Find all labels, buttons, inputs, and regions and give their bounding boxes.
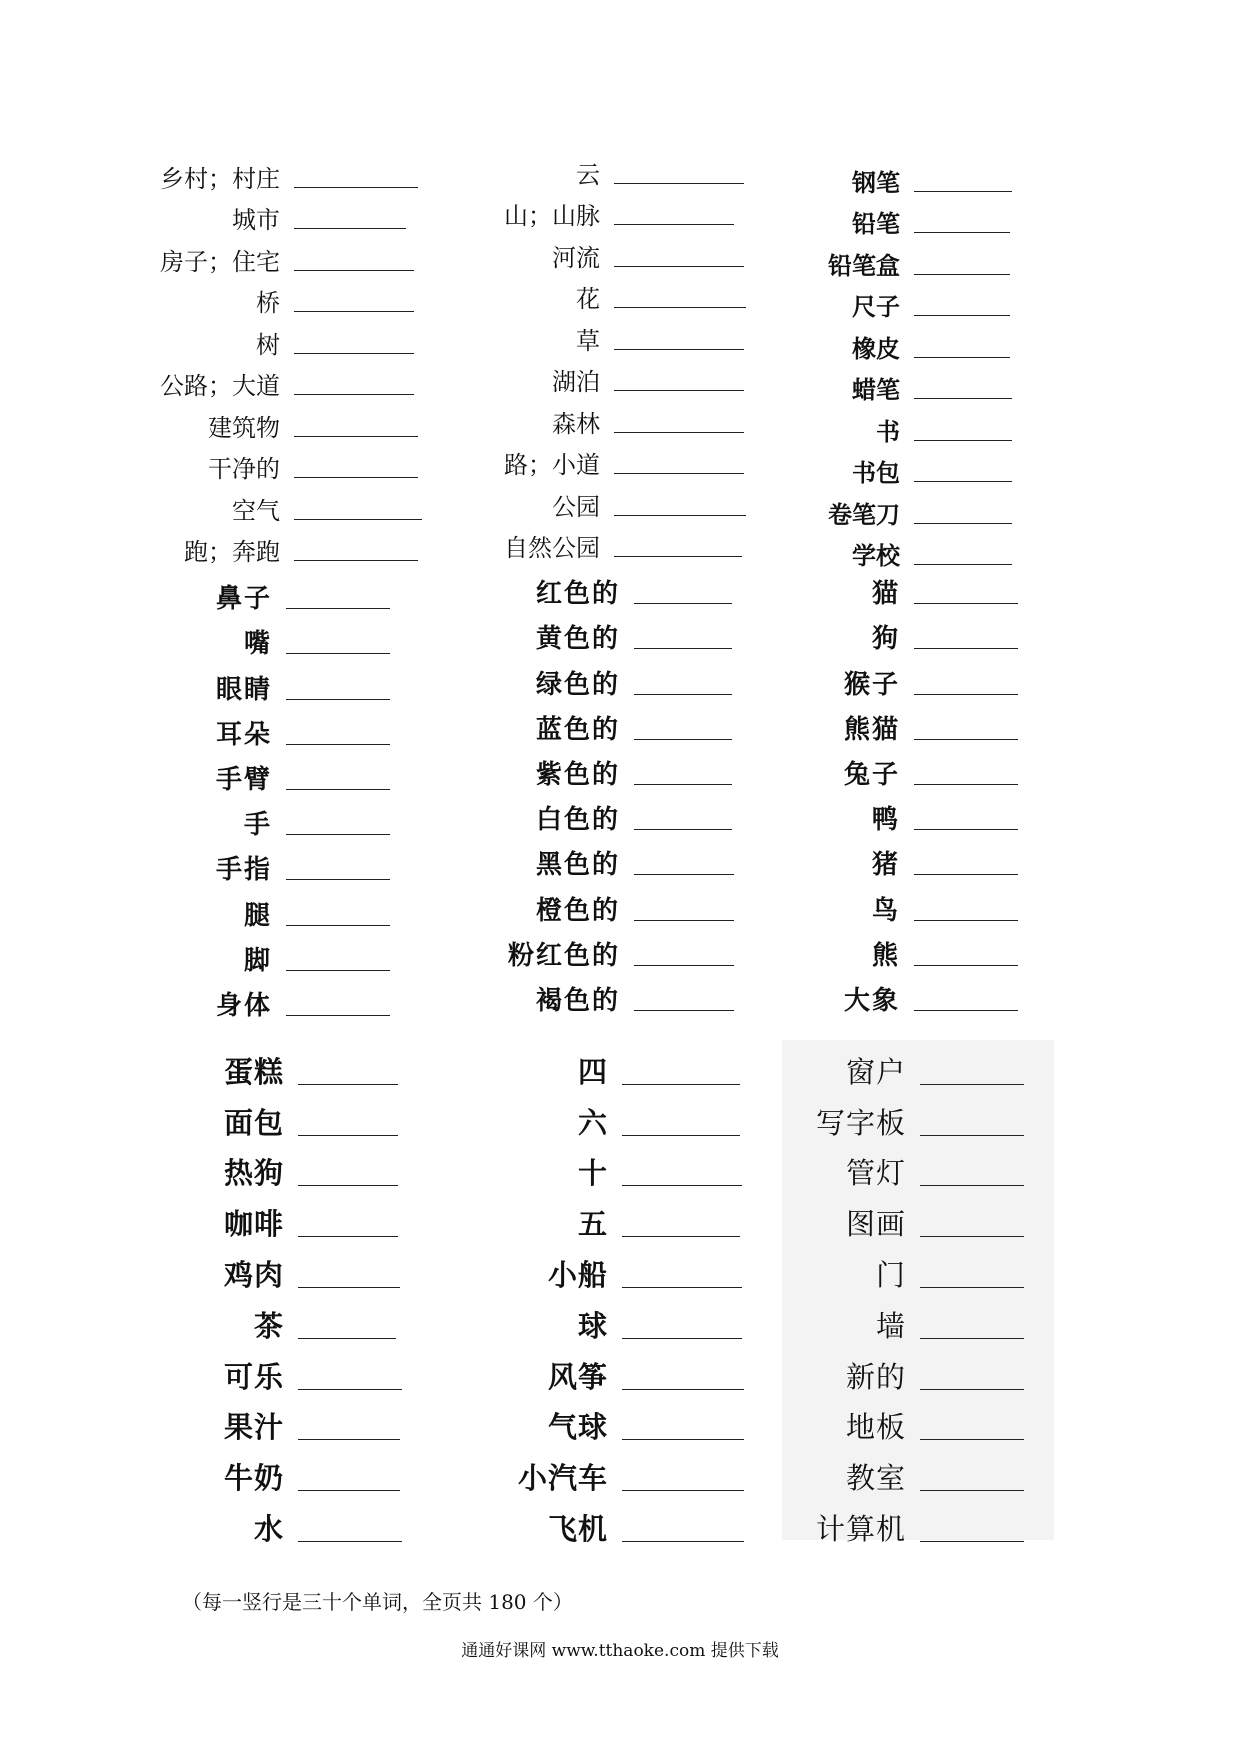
word-label: 黄色的 [535, 624, 620, 655]
list-item [790, 156, 1012, 198]
answer-blank[interactable] [634, 1009, 734, 1011]
list-item [180, 1497, 402, 1548]
list-item [150, 796, 390, 841]
list-item [130, 235, 422, 277]
answer-blank[interactable] [286, 788, 390, 790]
word-label: 跑；奔跑 [184, 538, 280, 566]
word-label: 书包 [852, 458, 900, 487]
list-item [470, 1294, 744, 1345]
list-item [790, 364, 1012, 406]
answer-blank[interactable] [914, 873, 1018, 875]
answer-blank[interactable] [286, 1014, 390, 1016]
word-label: 五 [577, 1207, 608, 1242]
word-label: 鸟 [871, 895, 900, 926]
list-item [790, 791, 1018, 836]
answer-blank[interactable] [298, 1083, 398, 1085]
word-label: 可乐 [223, 1359, 284, 1394]
answer-blank[interactable] [614, 389, 744, 391]
word-label: 城市 [232, 206, 280, 234]
list-item [180, 1345, 402, 1396]
word-label: 鸡肉 [223, 1257, 284, 1292]
list-item [470, 273, 746, 315]
list-item [180, 1091, 402, 1142]
list-item [790, 322, 1012, 364]
answer-blank[interactable] [286, 969, 390, 971]
answer-blank[interactable] [920, 1235, 1024, 1237]
answer-blank[interactable] [298, 1337, 396, 1339]
list-item [180, 1396, 402, 1447]
answer-blank[interactable] [294, 227, 406, 229]
list-item [130, 152, 422, 194]
word-label: 草 [576, 326, 600, 355]
answer-blank[interactable] [614, 514, 746, 516]
answer-blank[interactable] [622, 1134, 740, 1136]
list-item [470, 231, 746, 273]
answer-blank[interactable] [914, 602, 1018, 604]
word-label: 六 [577, 1105, 608, 1140]
list-item [470, 480, 746, 522]
word-label: 飞机 [547, 1511, 608, 1546]
list-item [180, 1142, 402, 1193]
list-item [470, 610, 734, 655]
answer-blank[interactable] [614, 431, 744, 433]
answer-blank[interactable] [622, 1388, 744, 1390]
list-item [470, 746, 734, 791]
list-item [790, 1192, 1024, 1243]
list-item [470, 148, 746, 190]
word-label: 水 [253, 1511, 284, 1546]
answer-blank[interactable] [634, 828, 732, 830]
word-label: 果汁 [223, 1410, 284, 1445]
list-item [130, 277, 422, 319]
word-label: 手 [243, 810, 272, 841]
section2-col1 [150, 570, 390, 1022]
answer-blank[interactable] [622, 1184, 742, 1186]
answer-blank[interactable] [294, 518, 422, 520]
answer-blank[interactable] [294, 559, 418, 561]
word-label: 墙 [875, 1308, 906, 1343]
word-label: 橙色的 [535, 895, 620, 926]
list-item [470, 439, 746, 481]
answer-blank[interactable] [286, 833, 390, 835]
answer-blank[interactable] [920, 1540, 1024, 1542]
list-item [130, 401, 422, 443]
word-label: 尺子 [852, 292, 900, 321]
list-item [130, 360, 422, 402]
list-item [470, 1446, 744, 1497]
list-item [180, 1243, 402, 1294]
answer-blank[interactable] [914, 231, 1010, 233]
answer-blank[interactable] [614, 182, 744, 184]
list-item [470, 881, 734, 926]
list-item [470, 927, 734, 972]
word-label: 猴子 [843, 669, 900, 700]
word-label: 公路；大道 [160, 372, 280, 400]
word-label: 路；小道 [504, 451, 600, 479]
answer-blank[interactable] [914, 522, 1012, 524]
list-item [470, 522, 746, 564]
word-label: 球 [577, 1308, 608, 1343]
list-item [470, 565, 734, 610]
word-label: 森林 [552, 409, 600, 438]
answer-blank[interactable] [920, 1134, 1024, 1136]
word-label: 建筑物 [208, 413, 280, 442]
list-item [470, 1040, 744, 1091]
answer-blank[interactable] [920, 1184, 1024, 1186]
list-item [150, 706, 390, 751]
answer-blank[interactable] [622, 1286, 742, 1288]
section1-col1 [130, 152, 422, 567]
answer-blank[interactable] [914, 964, 1018, 966]
answer-blank[interactable] [298, 1235, 398, 1237]
answer-blank[interactable] [614, 306, 746, 308]
answer-blank[interactable] [298, 1540, 402, 1542]
list-item [130, 484, 422, 526]
list-item [180, 1192, 402, 1243]
answer-blank[interactable] [634, 964, 734, 966]
answer-blank[interactable] [914, 480, 1012, 482]
list-item [150, 841, 390, 886]
answer-blank[interactable] [914, 314, 1010, 316]
answer-blank[interactable] [298, 1184, 398, 1186]
list-item [150, 977, 390, 1022]
word-label: 钢笔 [852, 167, 900, 197]
answer-blank[interactable] [286, 878, 390, 880]
list-item [790, 972, 1018, 1017]
section2-col2 [470, 565, 734, 1017]
word-label: 乡村；村庄 [160, 164, 280, 193]
word-label: 花 [576, 285, 600, 313]
list-item [150, 570, 390, 615]
answer-blank[interactable] [286, 743, 390, 745]
list-item [790, 655, 1018, 700]
word-label: 手指 [215, 855, 272, 886]
answer-blank[interactable] [298, 1489, 400, 1491]
answer-blank[interactable] [286, 607, 390, 609]
answer-blank[interactable] [920, 1388, 1024, 1390]
answer-blank[interactable] [622, 1337, 742, 1339]
word-label: 身体 [215, 990, 272, 1021]
answer-blank[interactable] [622, 1083, 740, 1085]
word-label: 十 [577, 1156, 608, 1191]
list-item [790, 281, 1012, 323]
answer-blank[interactable] [298, 1286, 400, 1288]
answer-blank[interactable] [294, 310, 414, 312]
list-item [790, 836, 1018, 881]
list-item [470, 655, 734, 700]
list-item [790, 610, 1018, 655]
list-item [790, 198, 1012, 240]
word-label: 猪 [871, 850, 900, 881]
answer-blank[interactable] [920, 1083, 1024, 1085]
word-label: 鼻子 [215, 584, 272, 615]
list-item [790, 565, 1018, 610]
list-item [470, 1142, 744, 1193]
answer-blank[interactable] [614, 555, 742, 557]
word-label: 眼睛 [215, 674, 272, 705]
section1-col3 [790, 156, 1012, 571]
word-label: 图画 [845, 1207, 906, 1242]
word-label: 新的 [845, 1359, 906, 1394]
section2-col3 [790, 565, 1018, 1017]
list-item [790, 1091, 1024, 1142]
list-item [470, 314, 746, 356]
word-label: 脚 [243, 945, 272, 976]
word-label: 铅笔盒 [828, 250, 900, 280]
answer-blank[interactable] [914, 273, 1010, 275]
list-item [790, 239, 1012, 281]
answer-blank[interactable] [914, 190, 1012, 192]
list-item [150, 660, 390, 705]
list-item [790, 447, 1012, 489]
answer-blank[interactable] [914, 738, 1018, 740]
word-label: 风筝 [547, 1359, 608, 1394]
word-label: 橡皮 [852, 333, 900, 363]
word-label: 猫 [871, 579, 900, 610]
word-label: 河流 [552, 243, 600, 272]
word-label: 兔子 [843, 759, 900, 790]
list-item [470, 1497, 744, 1548]
word-label: 干净的 [208, 455, 280, 483]
list-item [150, 615, 390, 660]
word-label: 写字板 [815, 1105, 906, 1140]
list-item [470, 1243, 744, 1294]
answer-blank[interactable] [634, 647, 732, 649]
answer-blank[interactable] [914, 783, 1018, 785]
word-label: 咖啡 [223, 1207, 284, 1242]
word-label: 热狗 [223, 1156, 284, 1191]
list-item [130, 194, 422, 236]
section3-col3 [790, 1040, 1024, 1548]
word-label: 牛奶 [223, 1461, 284, 1496]
word-label: 计算机 [815, 1511, 906, 1546]
answer-blank[interactable] [920, 1489, 1024, 1491]
word-label: 自然公园 [504, 534, 600, 562]
answer-blank[interactable] [914, 1009, 1018, 1011]
answer-blank[interactable] [914, 919, 1018, 921]
list-item [180, 1294, 402, 1345]
list-item [130, 443, 422, 485]
answer-blank[interactable] [614, 265, 744, 267]
list-item [470, 1091, 744, 1142]
word-label: 树 [256, 330, 280, 359]
word-label: 小船 [547, 1257, 608, 1292]
list-item [790, 1396, 1024, 1447]
word-label: 门 [875, 1257, 906, 1292]
footer-credit: 通通好课网 www.tthaoke.com 提供下载 [461, 1641, 779, 1661]
list-item [470, 972, 734, 1017]
answer-blank[interactable] [298, 1438, 400, 1440]
answer-blank[interactable] [614, 223, 734, 225]
word-label: 嘴 [243, 629, 272, 660]
word-label: 手臂 [215, 764, 272, 795]
list-item [790, 1040, 1024, 1091]
list-item [130, 318, 422, 360]
word-label: 蓝色的 [535, 714, 620, 745]
list-item [150, 751, 390, 796]
list-item [150, 932, 390, 977]
answer-blank[interactable] [622, 1235, 740, 1237]
answer-blank[interactable] [914, 647, 1018, 649]
answer-blank[interactable] [294, 393, 414, 395]
list-item [470, 190, 746, 232]
section3-col1 [180, 1040, 402, 1548]
word-label: 红色的 [535, 579, 620, 610]
list-item [180, 1446, 402, 1497]
answer-blank[interactable] [914, 397, 1012, 399]
answer-blank[interactable] [294, 435, 418, 437]
list-item [790, 1142, 1024, 1193]
list-item [470, 1192, 744, 1243]
answer-blank[interactable] [286, 652, 390, 654]
word-label: 蛋糕 [223, 1054, 284, 1089]
answer-blank[interactable] [294, 269, 414, 271]
answer-blank[interactable] [634, 783, 732, 785]
word-label: 气球 [547, 1410, 608, 1445]
word-label: 教室 [845, 1461, 906, 1496]
word-label: 湖泊 [552, 368, 600, 396]
answer-blank[interactable] [298, 1134, 398, 1136]
list-item [130, 526, 422, 568]
answer-blank[interactable] [294, 352, 414, 354]
answer-blank[interactable] [294, 186, 418, 188]
list-item [470, 701, 734, 746]
answer-blank[interactable] [914, 356, 1010, 358]
answer-blank[interactable] [622, 1489, 744, 1491]
word-label: 白色的 [535, 805, 620, 836]
list-item [790, 1294, 1024, 1345]
list-item [470, 356, 746, 398]
word-label: 腿 [243, 900, 272, 931]
word-label: 熊猫 [843, 714, 900, 745]
answer-blank[interactable] [622, 1540, 744, 1542]
word-label: 紫色的 [535, 759, 620, 790]
list-item [790, 405, 1012, 447]
list-item [790, 746, 1018, 791]
section3-col2 [470, 1040, 744, 1548]
answer-blank[interactable] [914, 693, 1018, 695]
list-item [790, 1446, 1024, 1497]
list-item [790, 881, 1018, 926]
word-label: 耳朵 [215, 719, 272, 750]
word-label: 黑色的 [535, 850, 620, 881]
word-label: 铅笔 [852, 209, 900, 238]
section1-col2 [470, 148, 746, 563]
word-count-note: （每一竖行是三十个单词，全页共 180 个） [182, 1590, 573, 1614]
word-label: 蜡笔 [852, 375, 900, 404]
list-item [470, 791, 734, 836]
list-item [470, 1345, 744, 1396]
answer-blank[interactable] [298, 1388, 402, 1390]
answer-blank[interactable] [634, 873, 734, 875]
word-label: 公园 [552, 492, 600, 521]
word-label: 绿色的 [535, 669, 620, 700]
word-label: 褐色的 [535, 985, 620, 1016]
word-label: 卷笔刀 [828, 499, 900, 529]
word-label: 窗户 [845, 1054, 906, 1089]
answer-blank[interactable] [634, 602, 732, 604]
answer-blank[interactable] [286, 924, 390, 926]
word-label: 面包 [223, 1105, 284, 1140]
word-label: 书 [876, 416, 900, 446]
answer-blank[interactable] [914, 828, 1018, 830]
answer-blank[interactable] [294, 476, 418, 478]
list-item [790, 1243, 1024, 1294]
answer-blank[interactable] [634, 693, 732, 695]
word-label: 管灯 [845, 1156, 906, 1191]
word-label: 桥 [256, 289, 280, 317]
word-label: 大象 [843, 985, 900, 1016]
answer-blank[interactable] [920, 1438, 1024, 1440]
answer-blank[interactable] [914, 439, 1012, 441]
word-label: 空气 [232, 496, 280, 525]
answer-blank[interactable] [920, 1337, 1024, 1339]
word-label: 学校 [852, 541, 900, 570]
answer-blank[interactable] [634, 738, 732, 740]
word-label: 四 [577, 1054, 608, 1089]
list-item [790, 488, 1012, 530]
list-item [790, 927, 1018, 972]
word-label: 地板 [845, 1410, 906, 1445]
word-label: 山；山脉 [504, 202, 600, 230]
list-item [150, 886, 390, 931]
list-item [790, 1497, 1024, 1548]
word-label: 茶 [253, 1308, 284, 1343]
list-item [790, 1345, 1024, 1396]
word-label: 鸭 [871, 805, 900, 836]
word-label: 云 [576, 160, 600, 189]
answer-blank[interactable] [622, 1438, 744, 1440]
list-item [470, 1396, 744, 1447]
answer-blank[interactable] [920, 1286, 1024, 1288]
answer-blank[interactable] [614, 348, 744, 350]
answer-blank[interactable] [634, 919, 734, 921]
word-label: 熊 [871, 940, 900, 971]
word-label: 小汽车 [517, 1461, 608, 1496]
list-item [790, 701, 1018, 746]
answer-blank[interactable] [614, 472, 744, 474]
answer-blank[interactable] [286, 698, 390, 700]
word-label: 粉红色的 [507, 940, 620, 971]
list-item [180, 1040, 402, 1091]
word-label: 狗 [871, 624, 900, 655]
word-label: 房子；住宅 [160, 247, 280, 276]
list-item [470, 836, 734, 881]
list-item [470, 397, 746, 439]
